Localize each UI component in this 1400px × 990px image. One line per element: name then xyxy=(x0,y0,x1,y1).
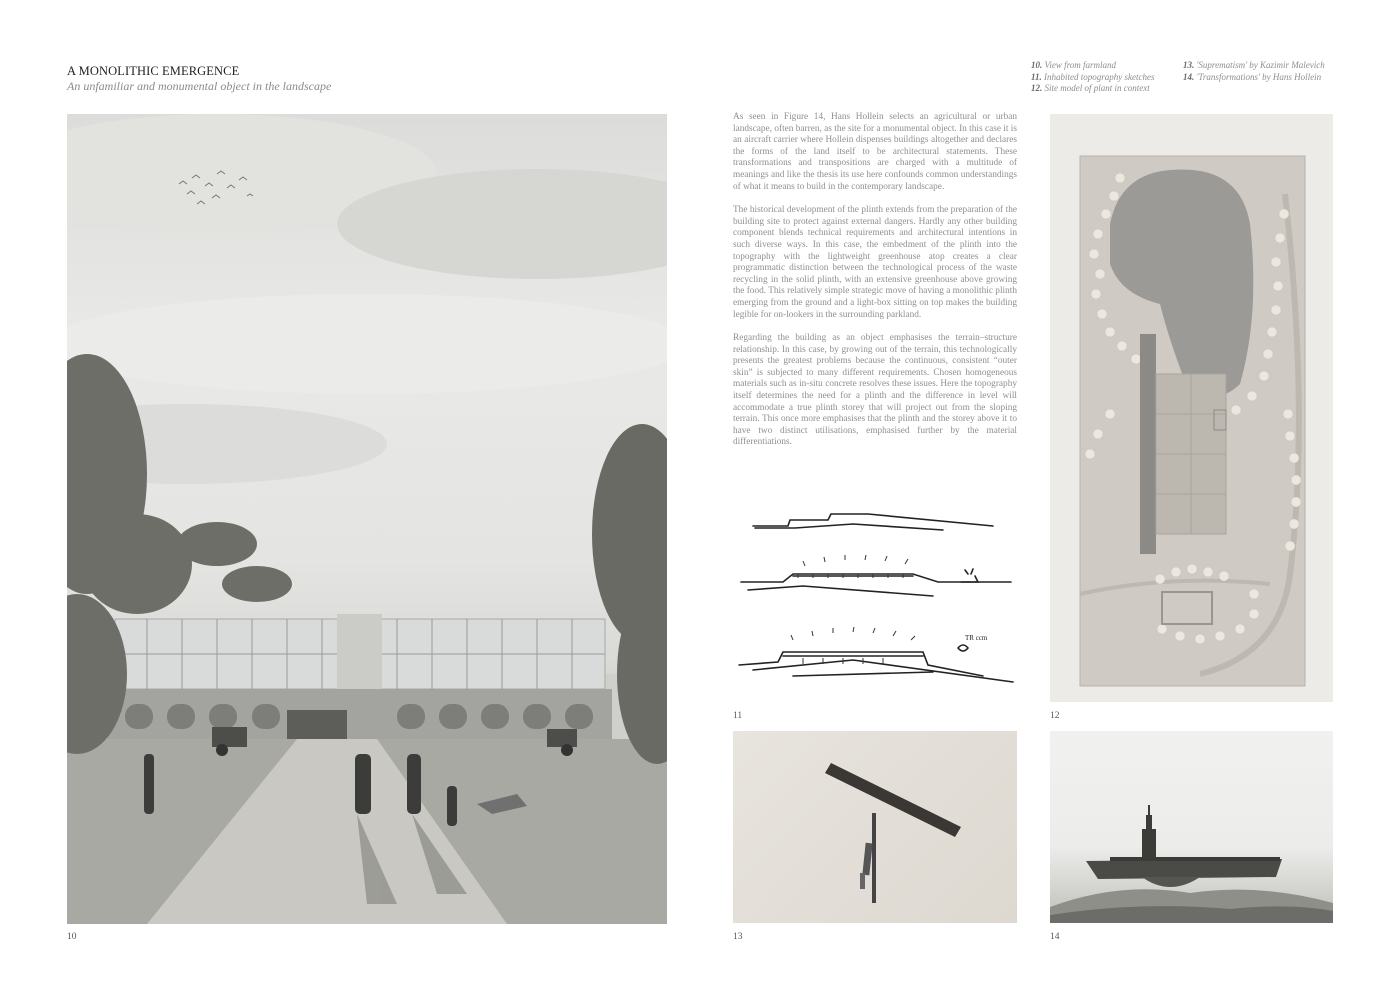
figure-captions-left xyxy=(1031,60,1155,95)
figure-captions-right xyxy=(1183,60,1325,83)
figure-14-transformations xyxy=(1050,731,1333,923)
figure-14-label: 14 xyxy=(1050,932,1060,942)
figure-11-label: 11 xyxy=(733,711,743,721)
figure-10-label: 10 xyxy=(67,932,77,942)
figure-13-label: 13 xyxy=(733,932,743,942)
transformations-illustration xyxy=(1050,731,1333,923)
page-subtitle: An unfamiliar and monumental object in the landscape xyxy=(67,79,332,93)
paragraph: Regarding the building as an object emphasises the terrain–structure relationship. In this case, by growing out of the terrain, this technologically presents the greatest problems because the continuous, consistent “outer skin” is subjected to many different requirements. Chosen homogeneous materials such as in-situ concrete resolves these issues. Here the topography itself determines the need for a plinth and the difference in level will accommodate a true plinth storey that will project out from the sloping terrain. This once more emphasises that the plinth and the storey above it to have two distinct utilisations, emphasised further by the material differentiations. xyxy=(733,333,1017,448)
paragraph: The historical development of the plinth extends from the preparation of the building site to protect against external dangers. Hardly any other building component blends technical requirements and architectural intentions in such diverse ways. In this case, the embedment of the plinth into the topography with the lightweight greenhouse atop creates a clear programmatic distinction between the technological process of the waste recycling in the solid plinth, with an extensive greenhouse above growing the food. This relatively simple strategic move of having a monolithic plinth emerging from the ground and a light-box sitting on top makes the building legible for on-lookers in the surrounding parkland. xyxy=(733,205,1017,320)
paragraph: As seen in Figure 14, Hans Hollein selects an agricultural or urban landscape, often barren, as the site for a monumental object. In this case it is an aircraft carrier where Hollein dispenses buildings altogether and declares the forms of the land itself to be architectural statements. These transformations and transpositions are charged with a multitude of meanings and like the thesis its use here confounds common understandings of what it means to build in the contemporary landscape. xyxy=(733,112,1017,192)
caption-item: 11. Inhabited topography sketches xyxy=(1031,71,1155,82)
body-text xyxy=(733,112,1017,461)
figure-11-topography-sketches xyxy=(733,500,1017,700)
figure-12-site-model xyxy=(1050,114,1333,702)
figure-12-label: 12 xyxy=(1050,711,1060,721)
figure-13-suprematism xyxy=(733,731,1017,923)
caption-item: 10. View from farmland xyxy=(1031,60,1116,70)
page-title: A MONOLITHIC EMERGENCE xyxy=(67,64,240,78)
caption-item: 12. Site model of plant in context xyxy=(1031,83,1150,93)
sketch-illustration xyxy=(733,500,1017,700)
caption-item: 14. 'Transformations' by Hans Hollein xyxy=(1183,71,1322,82)
suprematism-illustration xyxy=(733,731,1017,923)
caption-item: 13. 'Suprematism' by Kazimir Malevich xyxy=(1183,60,1325,70)
farmland-render-illustration xyxy=(67,114,667,924)
site-model-illustration xyxy=(1050,114,1333,702)
sketch-annotation: TR ccm xyxy=(965,634,988,642)
figure-10-farmland-render xyxy=(67,114,667,924)
